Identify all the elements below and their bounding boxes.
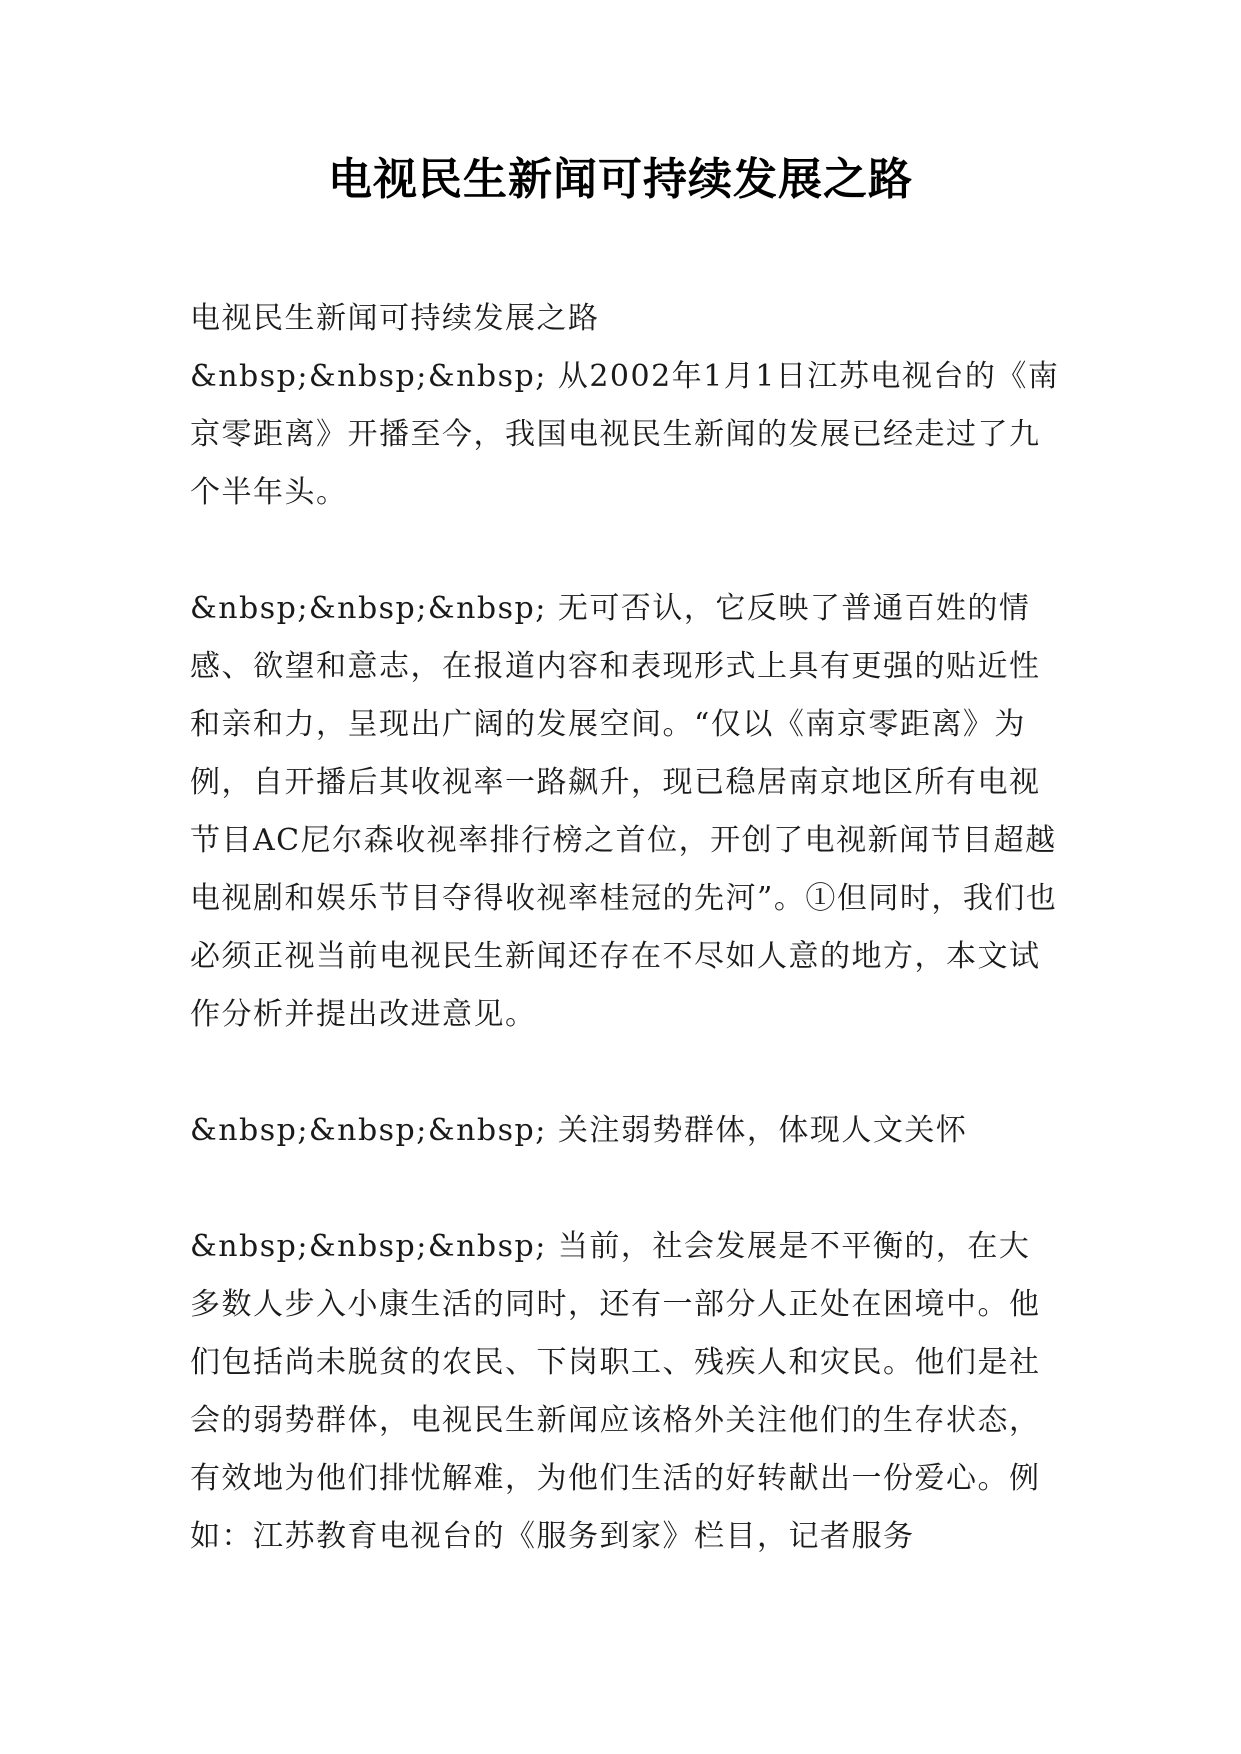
paragraph: &nbsp;&nbsp;&nbsp; 无可否认，它反映了普通百姓的情感、欲望和意志，在报道内容和表现形式上具有更强的贴近性和亲和力，呈现出广阔的发展空间。“仅以《南京零距离》为例，自开播后其收视率一路飙升，现已稳居南京地区所有电视节目AC尼尔森收视率排行榜之首位，开创了电视新闻节目超越电视剧和娱乐节目夺得收视率桂冠的先河”。①但同时，我们也必须正视当前电视民生新闻还存在不尽如人意的地方，本文试作分析并提出改进意见。 <box>190 591 1058 1032</box>
paragraph: &nbsp;&nbsp;&nbsp; 当前，社会发展是不平衡的，在大多数人步入小康生活的同时，还有一部分人正处在困境中。他们包括尚未脱贫的农民、下岗职工、残疾人和灾民。他们是社会的弱势群体，电视民生新闻应该格外关注他们的生存状态，有效地为他们排忧解难，为他们生活的好转献出一份爱心。例如：江苏教育电视台的《服务到家》栏目，记者服务 <box>190 1229 1041 1554</box>
document-title: 电视民生新闻可持续发展之路 <box>328 154 913 205</box>
paragraph: &nbsp;&nbsp;&nbsp; 关注弱势群体，体现人文关怀 <box>190 1113 968 1148</box>
paragraph: &nbsp;&nbsp;&nbsp; 从2002年1月1日江苏电视台的《南京零距离》开播至今，我国电视民生新闻的发展已经走过了九个半年头。 <box>190 359 1060 510</box>
paragraph-subtitle: 电视民生新闻可持续发展之路 <box>190 301 600 336</box>
document-body <box>190 290 1060 1624</box>
